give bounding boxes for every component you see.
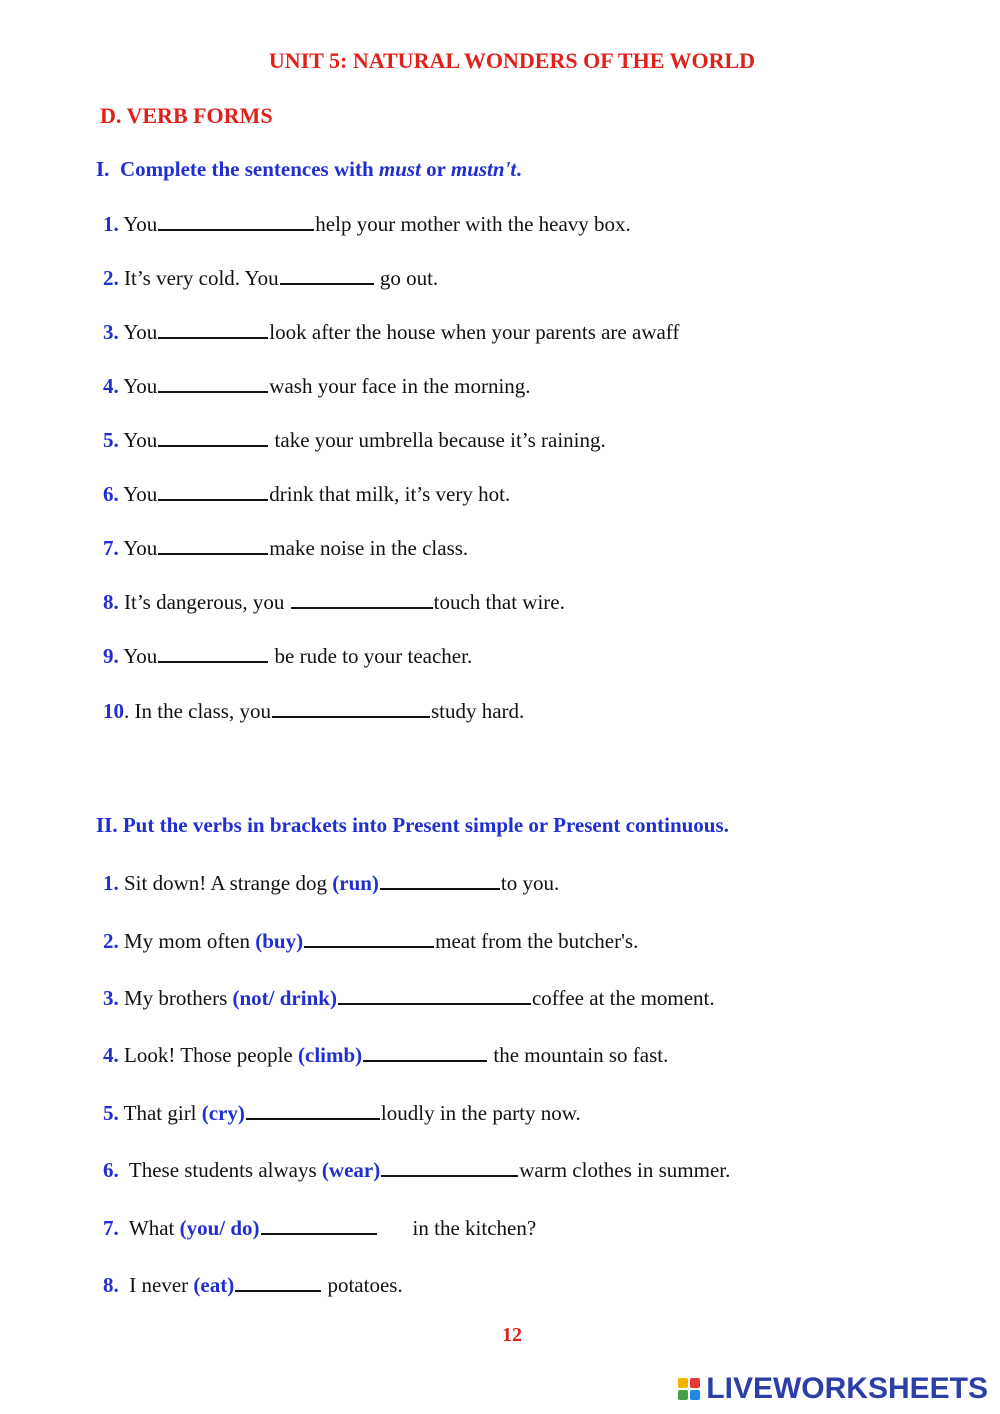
list-item: 1. Sit down! A strange dog (run) to you. — [103, 871, 560, 895]
answer-blank[interactable] — [280, 265, 374, 285]
list-item: 6. You drink that milk, it’s very hot. — [103, 482, 511, 506]
list-item: 2. It’s very cold. You go out. — [103, 266, 439, 290]
answer-blank[interactable] — [246, 1100, 380, 1120]
answer-blank[interactable] — [158, 643, 268, 663]
list-item: 5. That girl (cry) loudly in the party now. — [103, 1101, 581, 1125]
list-item: 8. It’s dangerous, you touch that wire. — [103, 590, 565, 614]
page-number: 12 — [502, 1324, 522, 1346]
section-heading: D. VERB FORMS — [100, 103, 273, 128]
part2-instruction: II. Put the verbs in brackets into Present simple or Present continuous. — [96, 813, 729, 837]
answer-blank[interactable] — [158, 427, 268, 447]
list-item: 4. Look! Those people (climb) the mountain so fast. — [103, 1043, 669, 1067]
answer-blank[interactable] — [235, 1272, 321, 1292]
list-item: 1. You help your mother with the heavy box. — [103, 212, 631, 236]
list-item: 4. You wash your face in the morning. — [103, 374, 531, 398]
answer-blank[interactable] — [158, 481, 268, 501]
list-item: 7. You make noise in the class. — [103, 536, 469, 560]
list-item: 5. You take your umbrella because it’s raining. — [103, 428, 606, 452]
list-item: 2. My mom often (buy) meat from the butcher's. — [103, 929, 639, 953]
answer-blank[interactable] — [381, 1157, 518, 1177]
answer-blank[interactable] — [380, 870, 500, 890]
part1-instruction: I. Complete the sentences with must or mustn't. — [96, 157, 522, 181]
answer-blank[interactable] — [158, 373, 268, 393]
answer-blank[interactable] — [158, 211, 314, 231]
answer-blank[interactable] — [291, 589, 433, 609]
list-item: 3. You look after the house when your parents are awaff — [103, 320, 680, 344]
brand-name: LIVEWORKSHEETS — [706, 1372, 988, 1405]
list-item: 10. In the class, you study hard. — [103, 699, 525, 723]
answer-blank[interactable] — [304, 928, 434, 948]
answer-blank[interactable] — [272, 698, 430, 718]
answer-blank[interactable] — [158, 319, 268, 339]
list-item: 3. My brothers (not/ drink) coffee at the moment. — [103, 986, 715, 1010]
liveworksheets-logo-icon — [678, 1378, 700, 1400]
answer-blank[interactable] — [363, 1042, 487, 1062]
answer-blank[interactable] — [261, 1215, 377, 1235]
list-item: 7. What (you/ do) in the kitchen? — [103, 1216, 537, 1240]
page-title: UNIT 5: NATURAL WONDERS OF THE WORLD — [268, 48, 756, 73]
answer-blank[interactable] — [338, 985, 531, 1005]
answer-blank[interactable] — [158, 535, 268, 555]
list-item: 8. I never (eat) potatoes. — [103, 1273, 403, 1297]
liveworksheets-logo — [678, 1372, 988, 1406]
list-item: 9. You be rude to your teacher. — [103, 644, 473, 668]
list-item: 6. These students always (wear) warm clothes in summer. — [103, 1158, 731, 1182]
